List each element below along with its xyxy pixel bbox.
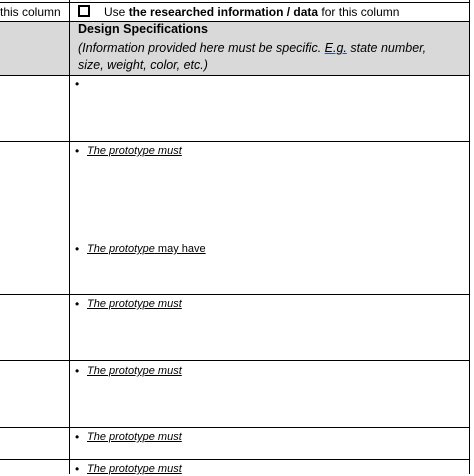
- checkbox-icon[interactable]: [78, 5, 90, 17]
- table-border: [0, 2, 470, 3]
- left-header-text: this column: [0, 5, 61, 19]
- column-divider: [69, 0, 70, 474]
- bullet-row-2b: •: [75, 242, 80, 256]
- bullet-row-2a: •: [75, 144, 80, 158]
- list-item[interactable]: The prototype must: [87, 431, 182, 443]
- table-border: [0, 459, 470, 460]
- note-part-2: state number,: [346, 41, 427, 55]
- right-header-text: [104, 5, 399, 19]
- bullet-row-5: •: [75, 430, 80, 444]
- list-item[interactable]: The prototype must: [87, 463, 182, 475]
- table-border: [0, 75, 470, 76]
- list-item[interactable]: The prototype must: [87, 365, 182, 377]
- design-specifications-title: Design Specifications: [78, 22, 208, 36]
- note-eg: E.g.: [324, 41, 347, 55]
- right-header-suffix: for this column: [318, 5, 400, 19]
- spec-note: [78, 40, 470, 74]
- may-have-suffix: may have: [154, 243, 206, 255]
- list-item[interactable]: The prototype must: [87, 298, 182, 310]
- table-border: [0, 294, 470, 295]
- bullet-row-1: •: [75, 77, 80, 91]
- table-border: [0, 360, 470, 361]
- table-border: [0, 21, 470, 22]
- bullet-row-6: •: [75, 462, 80, 476]
- list-item[interactable]: The prototype must: [87, 145, 182, 157]
- right-border: [469, 0, 470, 474]
- note-part-3: size, weight, color, etc.): [78, 58, 208, 72]
- table-border: [0, 141, 470, 142]
- header-shade-left: [0, 22, 69, 75]
- right-header-prefix: Use: [104, 5, 129, 19]
- bullet-row-3: •: [75, 297, 80, 311]
- may-have-prefix: The prototype: [87, 243, 155, 255]
- list-item[interactable]: [87, 243, 206, 255]
- bullet-row-4: •: [75, 364, 80, 378]
- note-part-1: (Information provided here must be specific.: [78, 41, 325, 55]
- right-header-bold: the researched information / data: [128, 5, 319, 19]
- table-border: [0, 427, 470, 428]
